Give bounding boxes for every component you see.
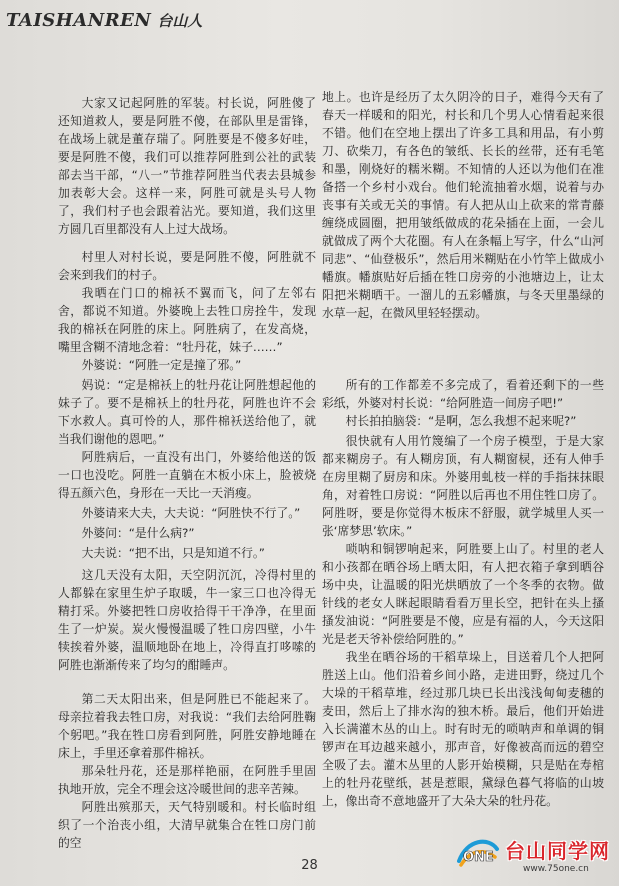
magazine-header xyxy=(6,6,202,34)
paragraph: 外婆请来大夫，大夫说：“阿胜快不行了。” xyxy=(81,506,301,520)
paragraph: 外婆问：“是什么病?” xyxy=(81,526,195,540)
paragraph: 村里人对村长说，要是阿胜不傻，阿胜就不会来到我们的村子。 xyxy=(58,250,316,282)
paragraph: 阿胜病后，一直没有出门，外婆给他送的饭一口也没吃。阿胜一直躺在木板小床上，脸被烧得五颜六色，身形在一天比一天消瘦。 xyxy=(58,450,316,500)
paragraph: 我晒在门口的棉袄不翼而飞，问了左邻右舍，都说不知道。外婆晚上去牲口房拴牛，发现我的棉袄在阿胜的床上。阿胜病了，在发高烧，嘴里含糊不清地念着：“牡丹花，妹子……” xyxy=(58,286,316,354)
paragraph: 阿胜出殡那天，天气特别暖和。村长临时组织了一个治丧小组，大清早就集合在牲口房门前的空 xyxy=(58,800,316,850)
paragraph: 村长拍拍脑袋：“是啊，怎么我想不起来呢?” xyxy=(345,414,577,428)
watermark-logo-icon xyxy=(455,831,501,877)
page-number: 28 xyxy=(301,858,318,873)
site-watermark xyxy=(455,828,613,880)
paragraph: 妈说：“定是棉袄上的牡丹花让阿胜想起他的妹子了。要不是棉袄上的牡丹花，阿胜也许不会下水救人。真可怜的人，那件棉袄送给他了，就当我们谢他的恩吧。” xyxy=(58,378,316,446)
watermark-title: 台山同学网 xyxy=(505,838,610,863)
paragraph: 我坐在晒谷场的干稻草垛上，目送着几个人把阿胜送上山。他们沿着乡间小路，走进田野，绕过几个大垛的干稻草堆，经过那几块已长出浅浅甸甸麦穗的麦田，然后上了排水沟的独木桥。最后，他们开始进入长满灌木丛的山上。时有时无的唢呐声和单调的铜锣声在耳边越来越小，那声音，好像被高而远的碧空全吸了去。灌木丛里的人影开始模糊，只是贴在寿棺上的牡丹花壁纸，甚是惹眼，黛绿色暮气将临的山坡上，像出奇不意地盛开了大朵大朵的牡丹花。 xyxy=(322,650,604,808)
paragraph: 所有的工作都差不多完成了，看着还剩下的一些彩纸，外婆对村长说：“给阿胜造一间房子吧!” xyxy=(322,378,604,410)
paragraph: 那朵牡丹花，还是那样艳丽，在阿胜手里固执地开放，完全不理会这冷暖世间的悲辛苦辣。 xyxy=(58,764,316,796)
paragraph: 大夫说：“把不出，只是知道不行。” xyxy=(81,546,265,560)
paragraph: 很快就有人用竹篾编了一个房子模型，于是大家都来糊房子。有人糊房顶，有人糊窗棂，还有人伸手在房里糊了厨房和床。外婆用虬枝一样的手指抹抹眼角，对着牲口房说：“阿胜以后再也不用住牲口房了。阿胜呀，要是你觉得木板床不舒服，就学城里人买一张‘席梦思’软床。” xyxy=(322,434,604,538)
paragraph: 这几天没有太阳，天空阴沉沉，冷得村里的人都躲在家里生炉子取暖，牛一家三口也冷得无精打采。外婆把牲口房收拾得干干净净，在里面生了一炉炭。炭火慢慢温暖了牲口房四壁，小牛犊挨着外婆，温顺地卧在地上，冷得直打哆嗦的阿胜也渐渐传来了均匀的酣睡声。 xyxy=(58,568,316,672)
paragraph: 第二天太阳出来，但是阿胜已不能起来了。母亲拉着我去牲口房，对我说：“我们去给阿胜鞠个躬吧。”我在牲口房看到阿胜，阿胜安静地睡在床上，手里还拿着那件棉袄。 xyxy=(58,692,316,760)
paragraph: 大家又记起阿胜的军装。村长说，阿胜傻了还知道救人，要是阿胜不傻，在部队里是雷锋，在战场上就是董存瑞了。阿胜要是不傻多好哇，要是阿胜不傻，我们可以推荐阿胜到公社的武装部去当干部，“八一”节推荐阿胜当代表去县城参加表彰大会。这样一来，阿胜可就是头号人物了，我们村子也会跟着沾光。要知道，我们这里方圆几百里都没有人上过大战场。 xyxy=(58,96,316,236)
brand-cjk: 台山人 xyxy=(157,11,203,30)
watermark-logo-label: ONE xyxy=(463,850,494,865)
watermark-url: www.75one.cn xyxy=(523,863,589,874)
paragraph: 唢呐和铜锣响起来，阿胜要上山了。村里的老人和小孩都在晒谷场上晒太阳，有人把衣箱子拿到晒谷场中央，让温暖的阳光烘晒放了一个冬季的衣物。做针线的老女人眯起眼睛看看万里长空，把针在头上搔搔发油说：“阿胜要是不傻，应是有福的人，今天这阳光是老天爷补偿给阿胜的。” xyxy=(322,542,604,646)
paragraph: 地上。也许是经历了太久阴冷的日子，难得今天有了春天一样暖和的阳光，村长和几个男人心情看起来很不错。他们在空地上摆出了许多工具和用品，有小剪刀、砍柴刀，有各色的皱纸、长长的丝带，还有毛笔和墨，刚烧好的糯米糊。不知情的人还以为他们在准备搭一个乡村小戏台。他们轮流抽着水烟，说着与办丧事有关或无关的事情。有人把从山上砍来的常青藤缠绕成圆圈，把用皱纸做成的花朵插在上面，一会儿就做成了两个大花圈。有人在条幅上写字，什么“山河同悲”、“仙登极乐”，然后用米糊贴在小竹竿上做成小幡旗。幡旗贴好后插在牲口房旁的小池塘边上，让太阳把米糊晒干。一溜儿的五彩幡旗，与冬天里墨绿的水草一起，在微风里轻轻摆动。 xyxy=(322,90,604,320)
brand-latin: TAISHANREN xyxy=(6,9,152,31)
paragraph: 外婆说：“阿胜一定是撞了邪。” xyxy=(81,358,242,372)
